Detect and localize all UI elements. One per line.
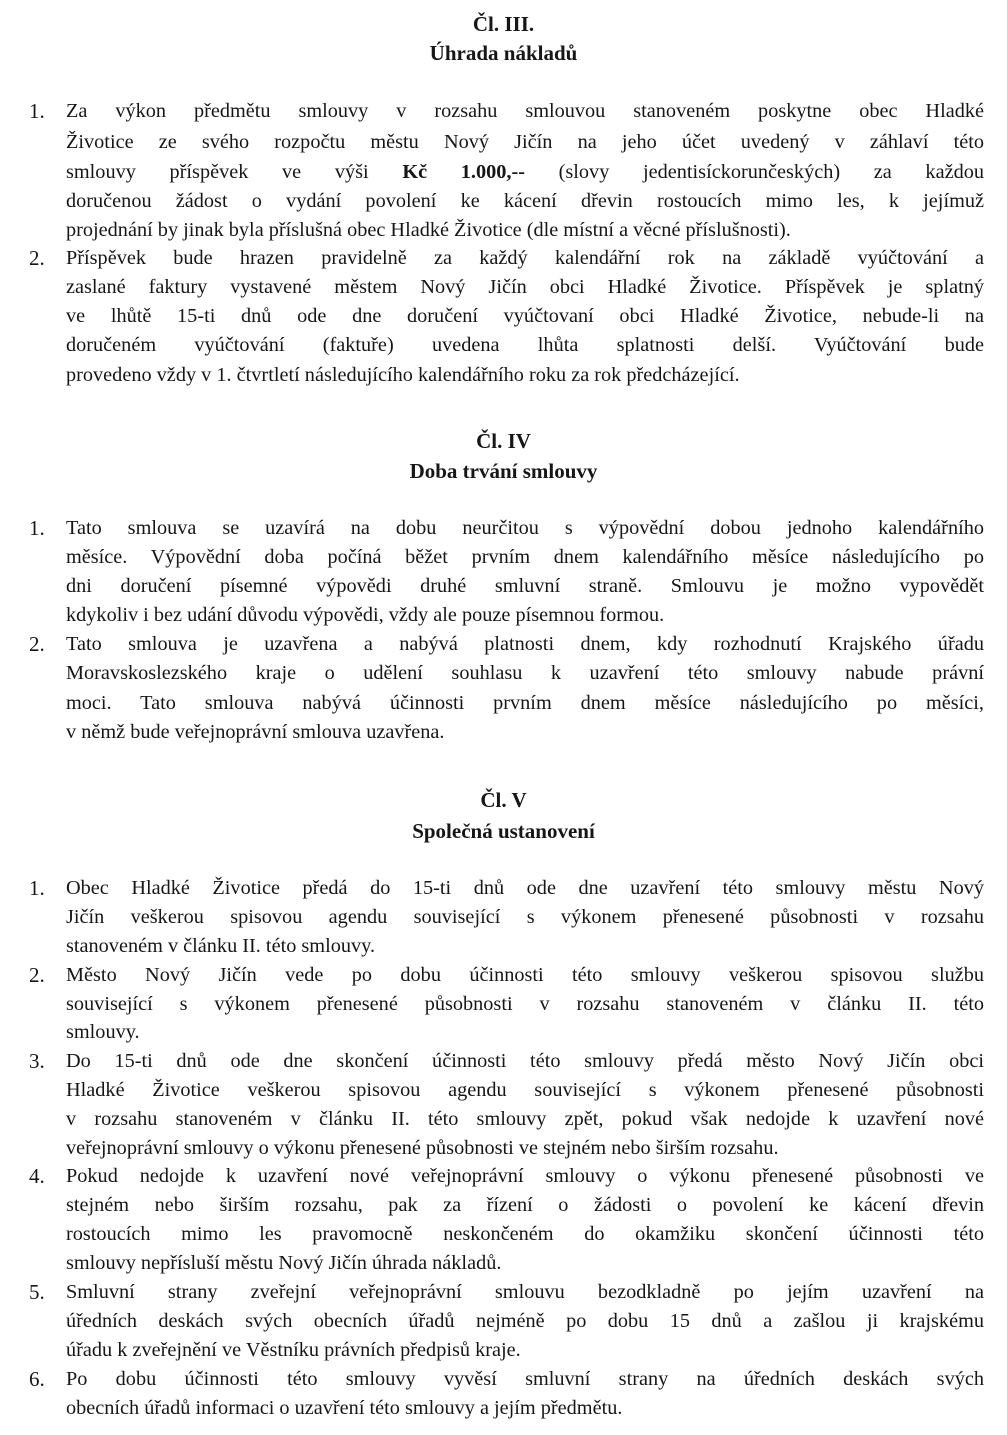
text-line: smlouvy.	[66, 1021, 140, 1043]
item-number: 3.	[29, 1049, 45, 1073]
item-number: 1.	[29, 99, 45, 123]
amount-emphasis: Kč 1.000,--	[402, 161, 525, 183]
text-line: Město Nový Jičín vede po dobu účinnosti této smlouvy veškerou spisovou službu	[66, 964, 984, 986]
text-line: Za výkon předmětu smlouvy v rozsahu smlouvou stanoveném poskytne obec Hladké	[66, 100, 984, 122]
article-number: Čl. V	[480, 788, 527, 812]
text-line: Příspěvek bude hrazen pravidelně za každý kalendářní rok na základě vyúčtování a	[66, 247, 984, 269]
item-number: 5.	[29, 1280, 45, 1304]
text-line: měsíce. Výpovědní doba počíná běžet prvním dnem kalendářního měsíce následujícího po	[66, 546, 984, 568]
text-line: Jičín veškerou spisovou agendu související s výkonem přenesené působnosti v rozsahu	[66, 906, 984, 928]
text-line: zaslané faktury vystavené městem Nový Jičín obci Hladké Životice. Příspěvek je splatný	[66, 276, 984, 298]
text-line: související s výkonem přenesené působnosti v rozsahu stanoveném v článku II. této	[66, 993, 984, 1015]
text-line: obecních úřadů informaci o uzavření této smlouvy a jejím předmětu.	[66, 1397, 623, 1419]
text-line: veřejnoprávní smlouvy o výkonu přenesené působnosti ve stejném nebo širším rozsahu.	[66, 1137, 779, 1159]
text-line: stanoveném v článku II. této smlouvy.	[66, 935, 376, 957]
text-line: smlouvy nepřísluší městu Nový Jičín úhrada nákladů.	[66, 1252, 502, 1274]
item-number: 6.	[29, 1367, 45, 1391]
article-number: Čl. III.	[472, 12, 535, 36]
item-number: 4.	[29, 1164, 45, 1188]
item-number: 2.	[29, 632, 45, 656]
text-line: Životice ze svého rozpočtu městu Nový Jičín na jeho účet uvedený v záhlaví této	[66, 131, 984, 153]
text-line: dni doručení písemné výpovědi druhé smluvní straně. Smlouvu je možno vypovědět	[66, 575, 984, 597]
item-number: 1.	[29, 876, 45, 900]
item-number: 2.	[29, 246, 45, 270]
article-title: Úhrada nákladů	[429, 41, 578, 65]
article-title: Společná ustanovení	[412, 819, 595, 843]
text-line: projednání by jinak byla příslušná obec Hladké Životice (dle místní a věcné příslušnosti).	[66, 219, 791, 241]
article-number: Čl. IV	[476, 429, 531, 453]
text-line: moci. Tato smlouva nabývá účinnosti prvním dnem měsíce následujícího po měsíci,	[66, 692, 984, 714]
text-line: smlouvy příspěvek ve výši Kč 1.000,-- (slovy jedentisíckorunčeských) za každou	[66, 161, 984, 183]
text-line: v němž bude veřejnoprávní smlouva uzavřena.	[66, 721, 445, 743]
text-line: Smluvní strany zveřejní veřejnoprávní smlouvu bezodkladně po jejím uzavření na	[66, 1281, 984, 1303]
text-line: Tato smlouva se uzavírá na dobu neurčitou s výpovědní dobou jednoho kalendářního	[66, 517, 984, 539]
text-line: stejném nebo širším rozsahu, pak za řízení o žádosti o povolení ke kácení dřevin	[66, 1194, 984, 1216]
text-line: Moravskoslezského kraje o udělení souhlasu k uzavření této smlouvy nabude právní	[66, 662, 984, 684]
text-line: Hladké Životice veškerou spisovou agendu související s výkonem přenesené působnosti	[66, 1079, 984, 1101]
text-line: rostoucích mimo les pravomocně neskončeném do okamžiku skončení účinnosti této	[66, 1223, 984, 1245]
text-line: doručeném vyúčtování (faktuře) uvedena lhůta splatnosti delší. Vyúčtování bude	[66, 334, 984, 356]
text-line: doručenou žádost o vydání povolení ke kácení dřevin rostoucích mimo les, k jejímuž	[66, 190, 984, 212]
text-line: Po dobu účinnosti této smlouvy vyvěsí smluvní strany na úředních deskách svých	[66, 1368, 984, 1390]
text-line: v rozsahu stanoveném v článku II. této smlouvy zpět, pokud však nedojde k uzavření nové	[66, 1108, 984, 1130]
text-line: úředních deskách svých obecních úřadů nejméně po dobu 15 dnů a zašlou ji krajskému	[66, 1310, 984, 1332]
text-line: Obec Hladké Životice předá do 15-ti dnů ode dne uzavření této smlouvy městu Nový	[66, 877, 984, 899]
article-title: Doba trvání smlouvy	[409, 459, 598, 483]
text-line: ve lhůtě 15-ti dnů ode dne doručení vyúčtovaní obci Hladké Životice, nebude-li na	[66, 305, 984, 327]
item-number: 2.	[29, 963, 45, 987]
item-number: 1.	[29, 516, 45, 540]
text-line: kdykoliv i bez udání důvodu výpovědi, vždy ale pouze písemnou formou.	[66, 604, 665, 626]
text-line: provedeno vždy v 1. čtvrtletí následujícího kalendářního roku za rok předcházející.	[66, 364, 740, 386]
text-line: úřadu k zveřejnění ve Věstníku právních předpisů kraje.	[66, 1339, 521, 1361]
text-line: Tato smlouva je uzavřena a nabývá platnosti dnem, kdy rozhodnutí Krajského úřadu	[66, 633, 984, 655]
text-line: Pokud nedojde k uzavření nové veřejnoprávní smlouvy o výkonu přenesené působnosti ve	[66, 1165, 984, 1187]
text-line: Do 15-ti dnů ode dne skončení účinnosti této smlouvy předá město Nový Jičín obci	[66, 1050, 984, 1072]
